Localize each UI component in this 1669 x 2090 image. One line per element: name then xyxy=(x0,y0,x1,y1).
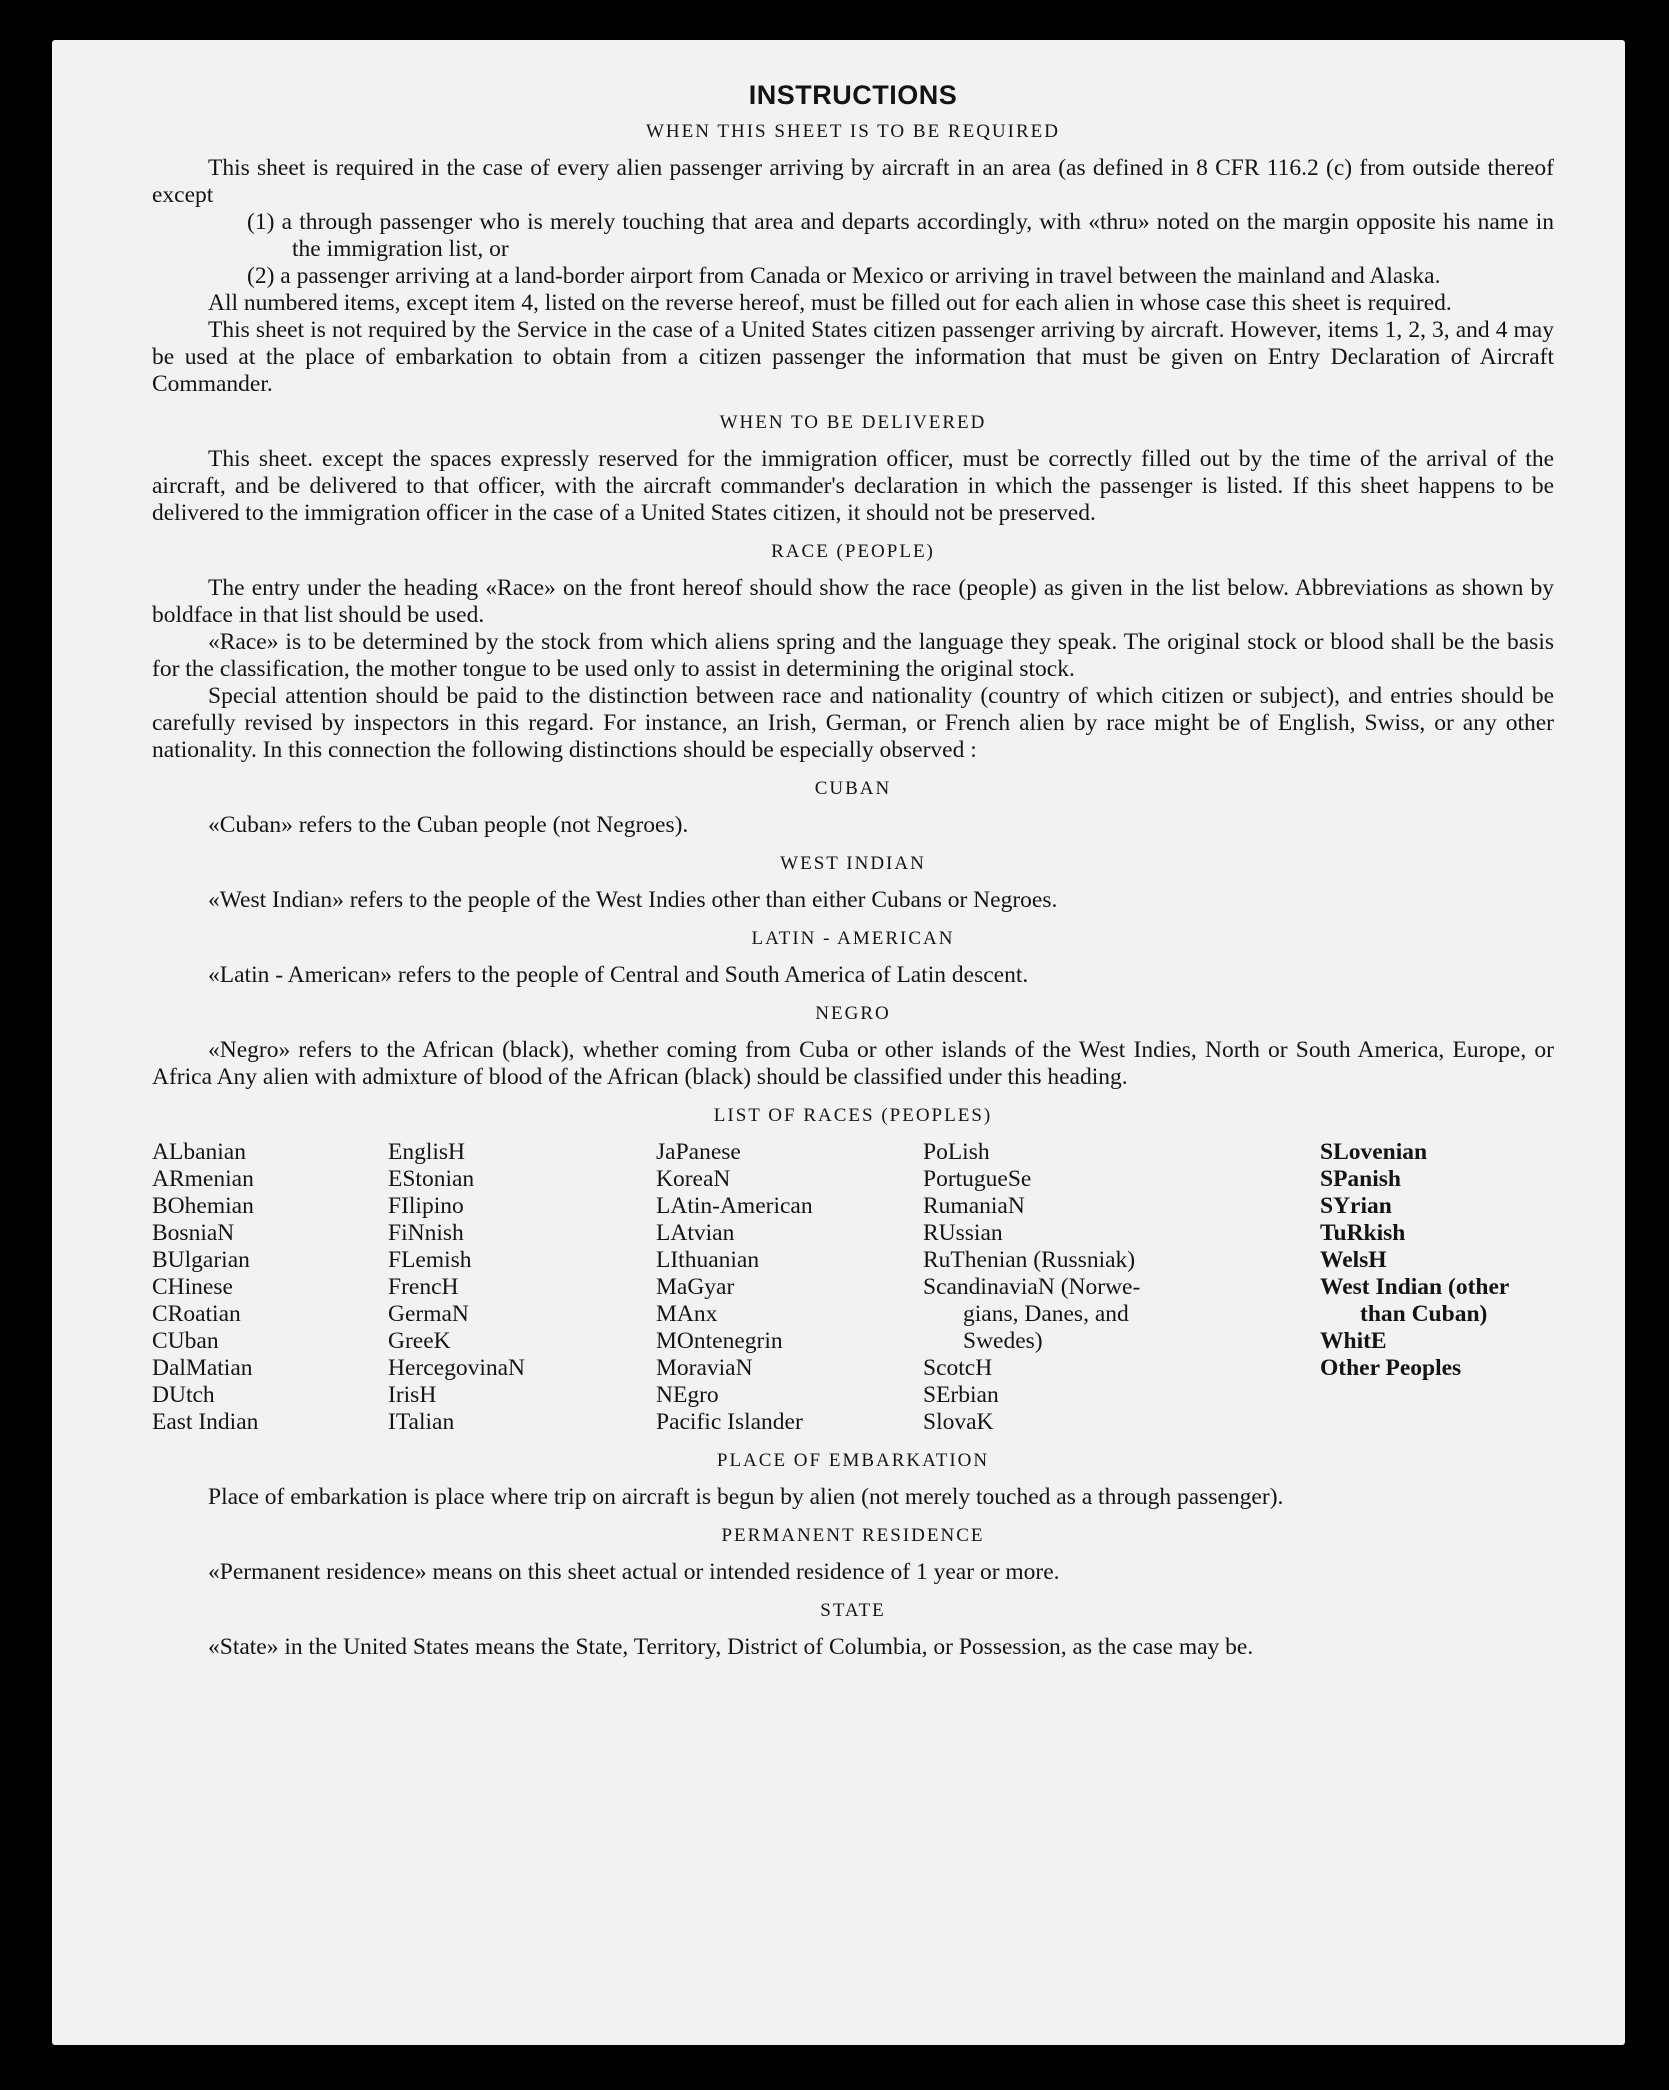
race-item: CUban xyxy=(152,1328,219,1354)
document-page xyxy=(52,40,1625,2045)
race-item: FLemish xyxy=(388,1247,472,1273)
race-item: ScandinaviaN (Norwe- xyxy=(923,1274,1141,1300)
race-item: CHinese xyxy=(152,1274,233,1300)
race-item: MAnx xyxy=(656,1301,718,1327)
paragraph-exception-2: (2) a passenger arriving at a land-border airport from Canada or Mexico or arriving in travel between the mainland and Alaska. xyxy=(247,263,1441,289)
paragraph-citizen-passenger: This sheet is not required by the Service in the case of a United States citizen passenger arriving by aircraft. However, items 1, 2, 3, and 4 may be used at the place of embarkation to obtain from a citizen passenger the information that must be given on Entry Declaration of Aircraft Commander. xyxy=(152,317,1554,397)
race-item: SErbian xyxy=(923,1382,999,1408)
heading-cuban: CUBAN xyxy=(814,778,892,799)
race-item: SPanish xyxy=(1320,1166,1401,1192)
race-item: DUtch xyxy=(152,1382,215,1408)
race-item: BosniaN xyxy=(152,1220,235,1246)
paragraph-permanent-residence: «Permanent residence» means on this sheet actual or intended residence of 1 year or more. xyxy=(208,1559,1060,1585)
paragraph-state: «State» in the United States means the State, Territory, District of Columbia, or Possession, as the case may be. xyxy=(208,1634,1254,1660)
race-item: PoLish xyxy=(923,1139,990,1165)
race-item: SlovaK xyxy=(923,1409,994,1435)
race-item: CRoatian xyxy=(152,1301,241,1327)
paragraph-race-entry: The entry under the heading «Race» on the front hereof should show the race (people) as given in the list below. Abbreviations as shown by boldface in that list should be used. xyxy=(152,575,1554,628)
heading-latin-american: LATIN - AMERICAN xyxy=(751,928,955,949)
race-item: Pacific Islander xyxy=(656,1409,803,1435)
paragraph-latin-american: «Latin - American» refers to the people of Central and South America of Latin descent. xyxy=(208,962,1029,988)
race-column-1 xyxy=(152,1139,388,1436)
race-column-5 xyxy=(1320,1139,1554,1436)
race-item: NEgro xyxy=(656,1382,719,1408)
race-item: WhitE xyxy=(1320,1328,1387,1354)
race-column-4 xyxy=(923,1139,1320,1436)
race-item: RumaniaN xyxy=(923,1193,1025,1219)
race-item: ITalian xyxy=(388,1409,455,1435)
paragraph-required-intro: This sheet is required in the case of every alien passenger arriving by aircraft in an area (as defined in 8 CFR 116.2 (c) from outside thereof except xyxy=(152,155,1554,208)
paragraph-exception-1: (1) a through passenger who is merely touching that area and departs accordingly, with «thru» noted on the margin opposite his name in the immigration list, or xyxy=(247,209,1554,262)
race-item: LAtvian xyxy=(656,1220,735,1246)
heading-when-delivered: WHEN TO BE DELIVERED xyxy=(719,412,987,433)
race-item: LAtin-American xyxy=(656,1193,813,1219)
paragraph-west-indian: «West Indian» refers to the people of the West Indies other than either Cubans or Negroes. xyxy=(208,887,1058,913)
race-item: FIlipino xyxy=(388,1193,464,1219)
race-item: East Indian xyxy=(152,1409,259,1435)
paragraph-embarkation: Place of embarkation is place where trip on aircraft is begun by alien (not merely touched as a through passenger). xyxy=(208,1484,1284,1510)
heading-race: RACE (PEOPLE) xyxy=(771,541,935,562)
race-item: West Indian (other xyxy=(1320,1274,1510,1300)
race-item: ALbanian xyxy=(152,1139,246,1165)
heading-state: STATE xyxy=(820,1600,886,1621)
heading-when-required: WHEN THIS SHEET IS TO BE REQUIRED xyxy=(646,121,1060,142)
race-item: DalMatian xyxy=(152,1355,253,1381)
race-item-continued: Swedes) xyxy=(963,1328,1043,1354)
race-item: MoraviaN xyxy=(656,1355,753,1381)
paragraph-race-nationality: Special attention should be paid to the distinction between race and nationality (country of which citizen or subject), and entries should be carefully revised by inspectors in this regard. For instance, an Irish, German, or French alien by race might be of English, Swiss, or any other nationality. In this connection the following distinctions should be especially observed : xyxy=(152,683,1554,763)
race-item: BOhemian xyxy=(152,1193,254,1219)
race-item: IrisH xyxy=(388,1382,437,1408)
race-item: GermaN xyxy=(388,1301,469,1327)
paragraph-race-determination: «Race» is to be determined by the stock from which aliens spring and the language they speak. The original stock or blood shall be the basis for the classification, the mother tongue to be used only to assist in determining the original stock. xyxy=(152,629,1554,682)
race-list xyxy=(152,1139,1554,1436)
race-item: RuThenian (Russniak) xyxy=(923,1247,1136,1273)
race-item: SLovenian xyxy=(1320,1139,1428,1165)
race-item-continued: gians, Danes, and xyxy=(963,1301,1129,1327)
document-content xyxy=(152,80,1554,1661)
race-item: LIthuanian xyxy=(656,1247,760,1273)
race-column-2 xyxy=(388,1139,656,1436)
race-item: PortugueSe xyxy=(923,1166,1032,1192)
race-item: ARmenian xyxy=(152,1166,254,1192)
race-item: TuRkish xyxy=(1320,1220,1406,1246)
heading-place-of-embarkation: PLACE OF EMBARKATION xyxy=(716,1450,990,1471)
race-item: SYrian xyxy=(1320,1193,1392,1219)
paragraph-numbered-items: All numbered items, except item 4, listed on the reverse hereof, must be filled out for each alien in whose case this sheet is required. xyxy=(208,290,1452,316)
race-item-continued: than Cuban) xyxy=(1360,1301,1488,1327)
race-item: KoreaN xyxy=(656,1166,731,1192)
race-item: JaPanese xyxy=(656,1139,741,1165)
paragraph-delivery: This sheet. except the spaces expressly reserved for the immigration officer, must be correctly filled out by the time of the arrival of the aircraft, and be delivered to that officer, with the aircraft commander's declaration in which the passenger is listed. If this sheet happens to be delivered to the immigration officer in the case of a United States citizen, it should not be preserved. xyxy=(152,446,1554,526)
heading-permanent-residence: PERMANENT RESIDENCE xyxy=(721,1525,985,1546)
race-item: EStonian xyxy=(388,1166,475,1192)
paragraph-cuban: «Cuban» refers to the Cuban people (not Negroes). xyxy=(208,812,689,838)
race-item: EnglisH xyxy=(388,1139,466,1165)
race-item: Other Peoples xyxy=(1320,1355,1462,1381)
race-item: HercegovinaN xyxy=(388,1355,526,1381)
race-item: BUlgarian xyxy=(152,1247,250,1273)
race-item: RUssian xyxy=(923,1220,1003,1246)
heading-west-indian: WEST INDIAN xyxy=(780,853,926,874)
race-item: GreeK xyxy=(388,1328,451,1354)
race-item: MOntenegrin xyxy=(656,1328,783,1354)
race-item: FiNnish xyxy=(388,1220,464,1246)
race-item: FrencH xyxy=(388,1274,459,1300)
race-item: MaGyar xyxy=(656,1274,735,1300)
document-title: INSTRUCTIONS xyxy=(748,80,958,110)
heading-list-of-races: LIST OF RACES (PEOPLES) xyxy=(713,1105,993,1126)
race-item: ScotcH xyxy=(923,1355,993,1381)
paragraph-negro: «Negro» refers to the African (black), whether coming from Cuba or other islands of the West Indies, North or South America, Europe, or Africa Any alien with admixture of blood of the African (black) should be classified under this heading. xyxy=(152,1037,1554,1090)
race-column-3 xyxy=(656,1139,923,1436)
heading-negro: NEGRO xyxy=(815,1003,891,1024)
race-item: WelsH xyxy=(1320,1247,1387,1273)
